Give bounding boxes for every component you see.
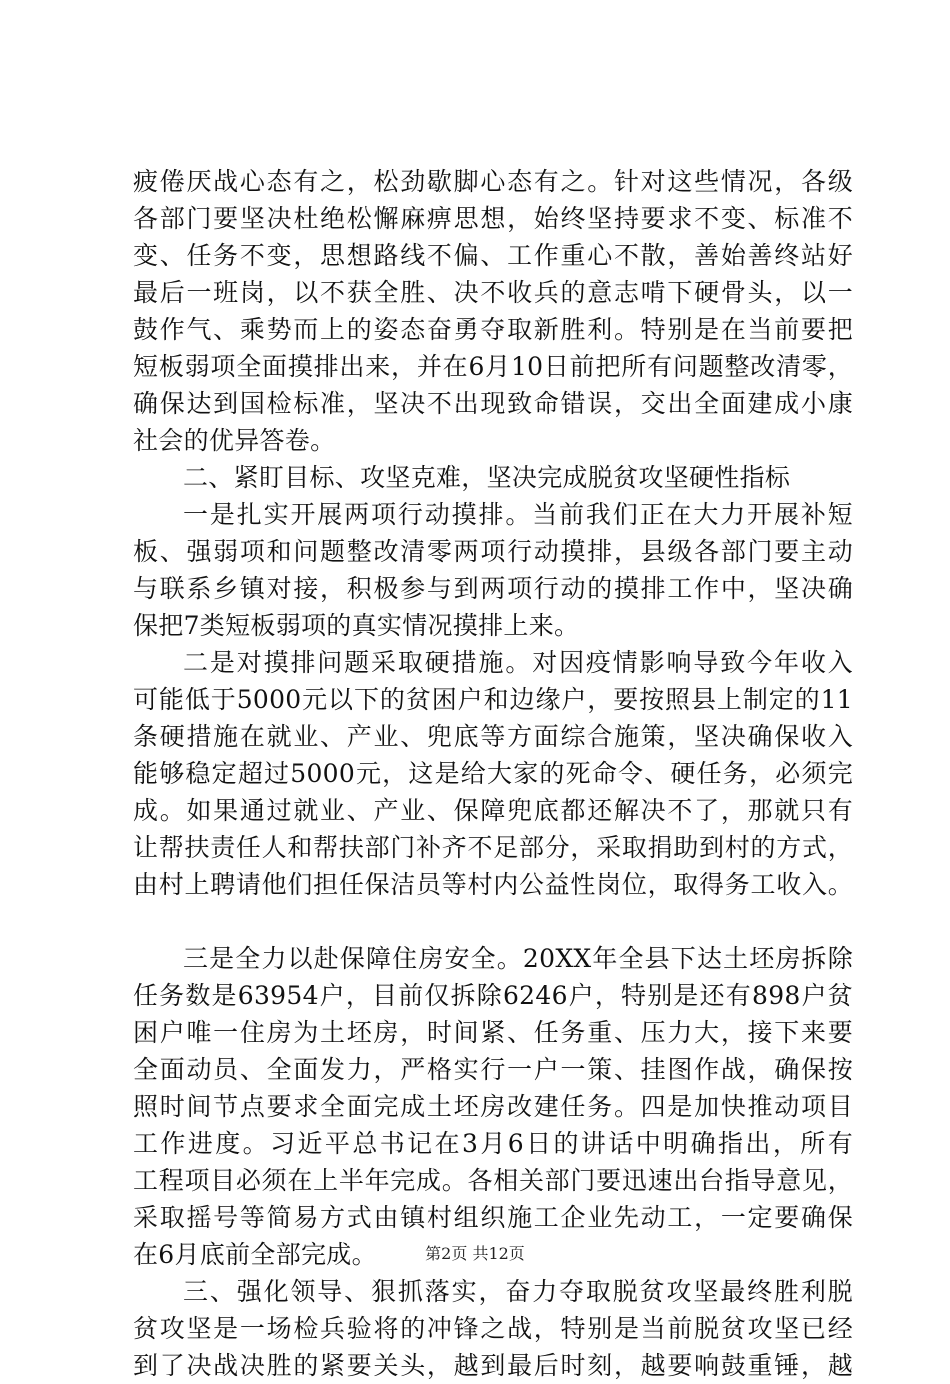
text-line: 工程项目必须在上半年完成。各相关部门要迅速出台指导意见， xyxy=(133,1166,853,1195)
text-line: 让帮扶责任人和帮扶部门补齐不足部分，采取捐助到村的方式， xyxy=(133,833,853,862)
text-line: 板、强弱项和问题整改清零两项行动摸排，县级各部门要主动 xyxy=(133,537,853,566)
text-line: 鼓作气、乘势而上的姿态奋勇夺取新胜利。特别是在当前要把 xyxy=(133,315,853,344)
text-line: 一是扎实开展两项行动摸排。当前我们正在大力开展补短 xyxy=(183,500,853,529)
body-text xyxy=(133,163,853,1384)
text-line: 条硬措施在就业、产业、兜底等方面综合施策，坚决确保收入 xyxy=(133,722,853,751)
text-line: 工作进度。习近平总书记在3月6日的讲话中明确指出，所有 xyxy=(133,1129,853,1158)
text-line: 变、任务不变，思想路线不偏、工作重心不散，善始善终站好 xyxy=(133,241,853,270)
text-line: 疲倦厌战心态有之，松劲歇脚心态有之。针对这些情况，各级 xyxy=(133,167,853,196)
text-line: 贫攻坚是一场检兵验将的冲锋之战，特别是当前脱贫攻坚已经 xyxy=(133,1314,853,1343)
text-line: 能够稳定超过5000元，这是给大家的死命令、硬任务，必须完 xyxy=(133,759,853,788)
text-line: 到了决战决胜的紧要关头，越到最后时刻，越要响鼓重锤，越 xyxy=(133,1351,853,1380)
paragraph-gap xyxy=(133,903,853,940)
text-line: 三是全力以赴保障住房安全。20XX年全县下达土坯房拆除 xyxy=(183,944,853,973)
text-line: 在6月底前全部完成。 xyxy=(133,1240,377,1269)
text-line: 短板弱项全面摸排出来，并在6月10日前把所有问题整改清零， xyxy=(133,352,853,381)
text-line: 社会的优异答卷。 xyxy=(133,426,336,455)
text-line: 全面动员、全面发力，严格实行一户一策、挂图作战，确保按 xyxy=(133,1055,853,1084)
text-line: 采取摇号等简易方式由镇村组织施工企业先动工，一定要确保 xyxy=(133,1203,853,1232)
text-line: 最后一班岗，以不获全胜、决不收兵的意志啃下硬骨头，以一 xyxy=(133,278,853,307)
text-line: 由村上聘请他们担任保洁员等村内公益性岗位，取得务工收入。 xyxy=(133,870,853,899)
text-line: 二、紧盯目标、攻坚克难，坚决完成脱贫攻坚硬性指标 xyxy=(183,463,791,492)
text-line: 三、强化领导、狠抓落实，奋力夺取脱贫攻坚最终胜利脱 xyxy=(183,1277,853,1306)
text-line: 保把7类短板弱项的真实情况摸排上来。 xyxy=(133,611,580,640)
text-line: 确保达到国检标准，坚决不出现致命错误，交出全面建成小康 xyxy=(133,389,853,418)
page-footer: 第2页 共12页 xyxy=(425,1244,525,1263)
text-line: 各部门要坚决杜绝松懈麻痹思想，始终坚持要求不变、标准不 xyxy=(133,204,853,233)
text-line: 困户唯一住房为土坯房，时间紧、任务重、压力大，接下来要 xyxy=(133,1018,853,1047)
text-line: 与联系乡镇对接，积极参与到两项行动的摸排工作中，坚决确 xyxy=(133,574,853,603)
text-line: 成。如果通过就业、产业、保障兜底都还解决不了，那就只有 xyxy=(133,796,853,825)
text-line: 任务数是63954户，目前仅拆除6246户，特别是还有898户贫 xyxy=(133,981,853,1010)
text-line: 可能低于5000元以下的贫困户和边缘户，要按照县上制定的11 xyxy=(133,685,853,714)
text-line: 二是对摸排问题采取硬措施。对因疫情影响导致今年收入 xyxy=(183,648,853,677)
text-line: 照时间节点要求全面完成土坯房改建任务。四是加快推动项目 xyxy=(133,1092,853,1121)
